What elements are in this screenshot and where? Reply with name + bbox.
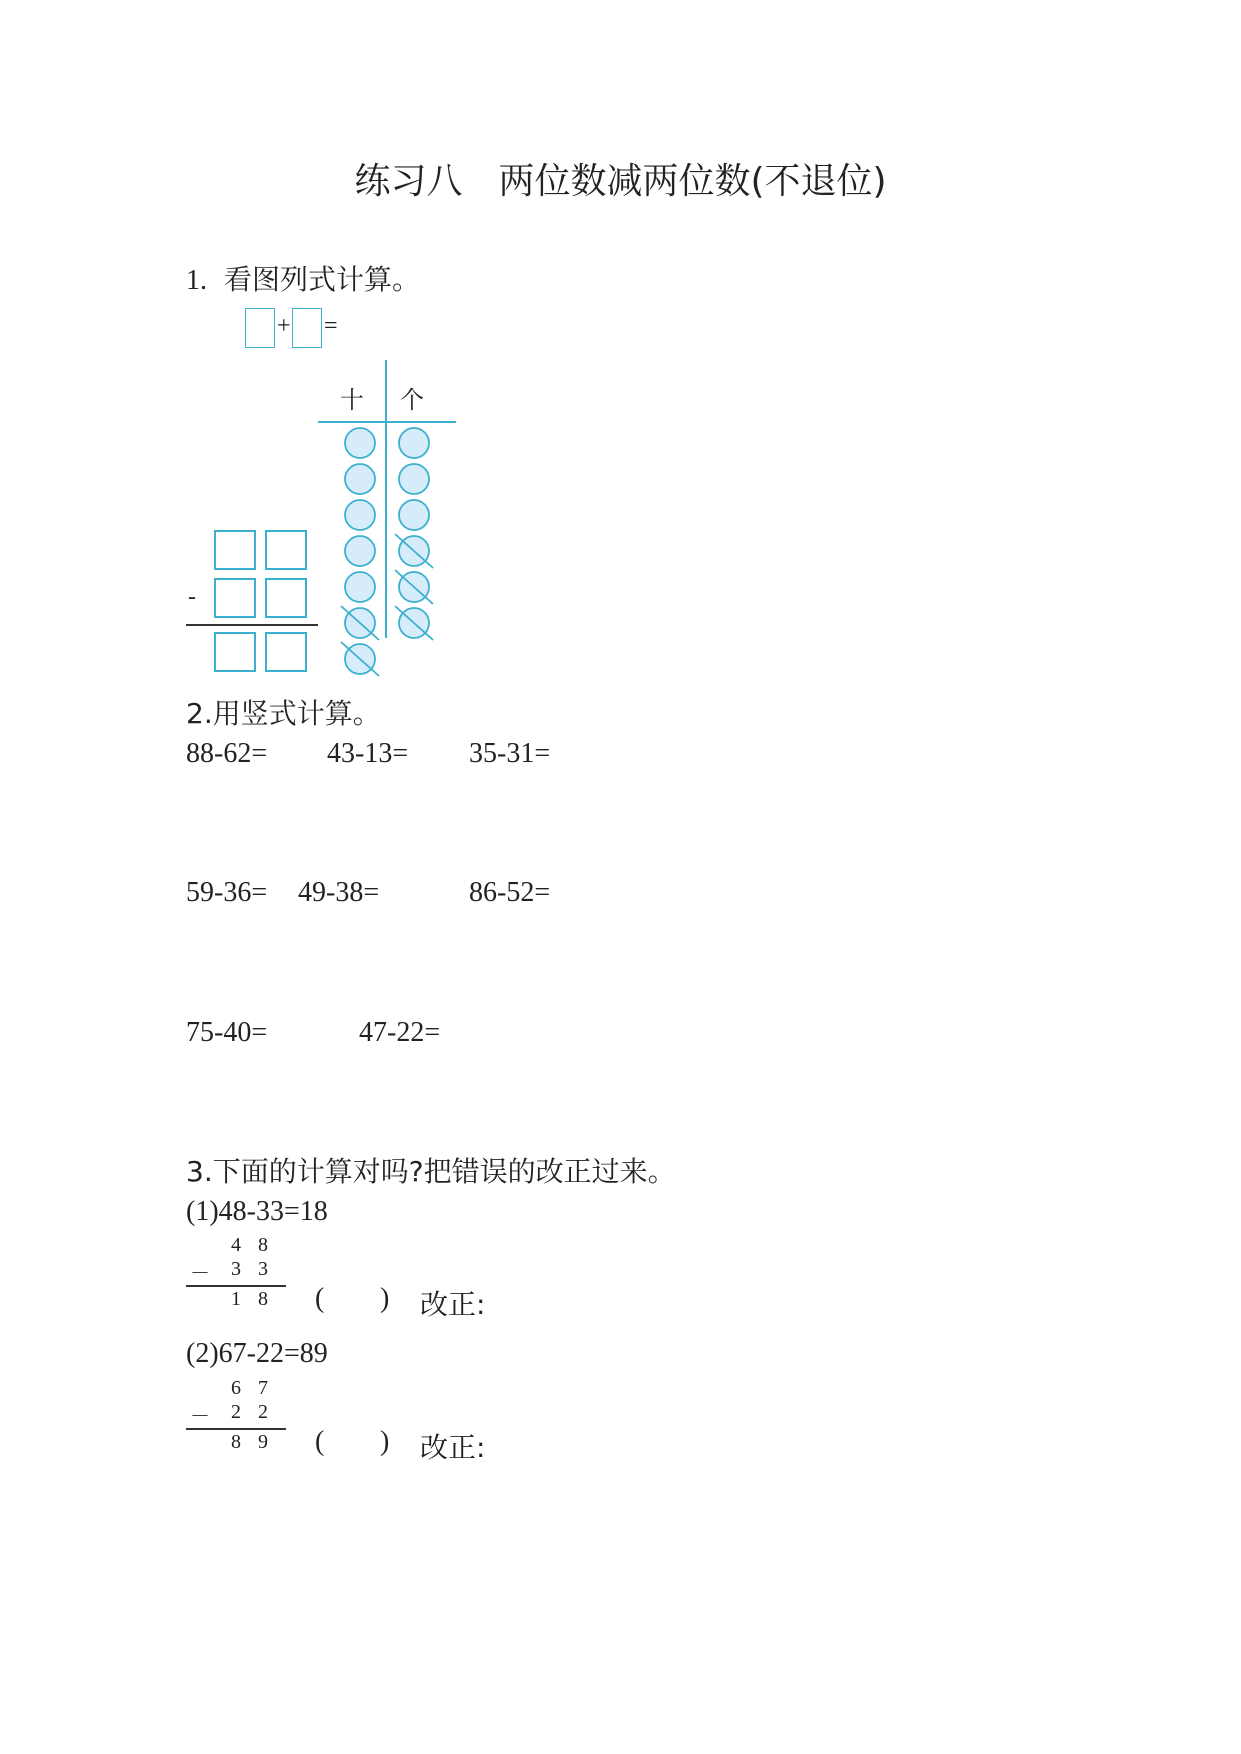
- tens-label: 十: [340, 386, 364, 414]
- q3-item-2-equation: (2)67-22=89: [186, 1338, 328, 1369]
- q3-item-2-mid: 2 2: [231, 1401, 274, 1423]
- ones-label: 个: [400, 386, 424, 414]
- q3-item-1-fix-label: 改正:: [420, 1288, 486, 1321]
- tens-bead: [345, 428, 375, 458]
- ones-bead: [399, 428, 429, 458]
- tens-bead: [345, 536, 375, 566]
- q3-item-2-result: 8 9: [231, 1431, 274, 1453]
- q3-item-1-mid: 3 3: [231, 1258, 274, 1280]
- ones-bead: [399, 500, 429, 530]
- q2-problem-5: 49-38=: [298, 877, 380, 908]
- q3-item-1-sign: －: [190, 1263, 210, 1285]
- q3-item-2-paren-open: (: [315, 1426, 325, 1457]
- q3-item-2-paren-close: ): [380, 1426, 390, 1457]
- q3-item-2-sign: －: [190, 1406, 210, 1428]
- q1-equals-sign: =: [324, 313, 338, 339]
- q2-heading: 2.用竖式计算。: [186, 697, 381, 730]
- q3-item-1-judgement-blank[interactable]: [330, 1283, 375, 1317]
- q3-item-1-paren-open: (: [315, 1283, 325, 1314]
- q3-item-1-rule: [186, 1285, 286, 1287]
- tens-bead: [345, 464, 375, 494]
- bead-chart: [0, 0, 1241, 700]
- q2-problem-8: 47-22=: [359, 1017, 441, 1048]
- q1-number: 1.: [186, 265, 207, 296]
- q2-problem-1: 88-62=: [186, 738, 268, 769]
- q3-item-2-top: 6 7: [231, 1377, 274, 1399]
- q3-item-2-judgement-blank[interactable]: [330, 1426, 375, 1460]
- q3-item-1-result: 1 8: [231, 1288, 274, 1310]
- q3-item-2-rule: [186, 1428, 286, 1430]
- q2-problem-6: 86-52=: [469, 877, 551, 908]
- q3-item-1-equation: (1)48-33=18: [186, 1196, 328, 1227]
- tens-bead: [345, 572, 375, 602]
- page-title: 练习八 两位数减两位数(不退位): [354, 161, 887, 202]
- q1-minus-sign: -: [188, 584, 196, 610]
- q1-text: 看图列式计算。: [224, 263, 421, 296]
- q2-problem-7: 75-40=: [186, 1017, 268, 1048]
- q2-problem-2: 43-13=: [327, 738, 409, 769]
- q1-plus-sign: +: [277, 313, 291, 339]
- q2-problem-3: 35-31=: [469, 738, 551, 769]
- q3-item-1-paren-close: ): [380, 1283, 390, 1314]
- q2-problem-4: 59-36=: [186, 877, 268, 908]
- q3-item-2-fix-label: 改正:: [420, 1431, 486, 1464]
- tens-bead: [345, 500, 375, 530]
- q3-heading: 3.下面的计算对吗?把错误的改正过来。: [186, 1155, 676, 1188]
- ones-bead: [399, 464, 429, 494]
- q3-item-1-top: 4 8: [231, 1234, 274, 1256]
